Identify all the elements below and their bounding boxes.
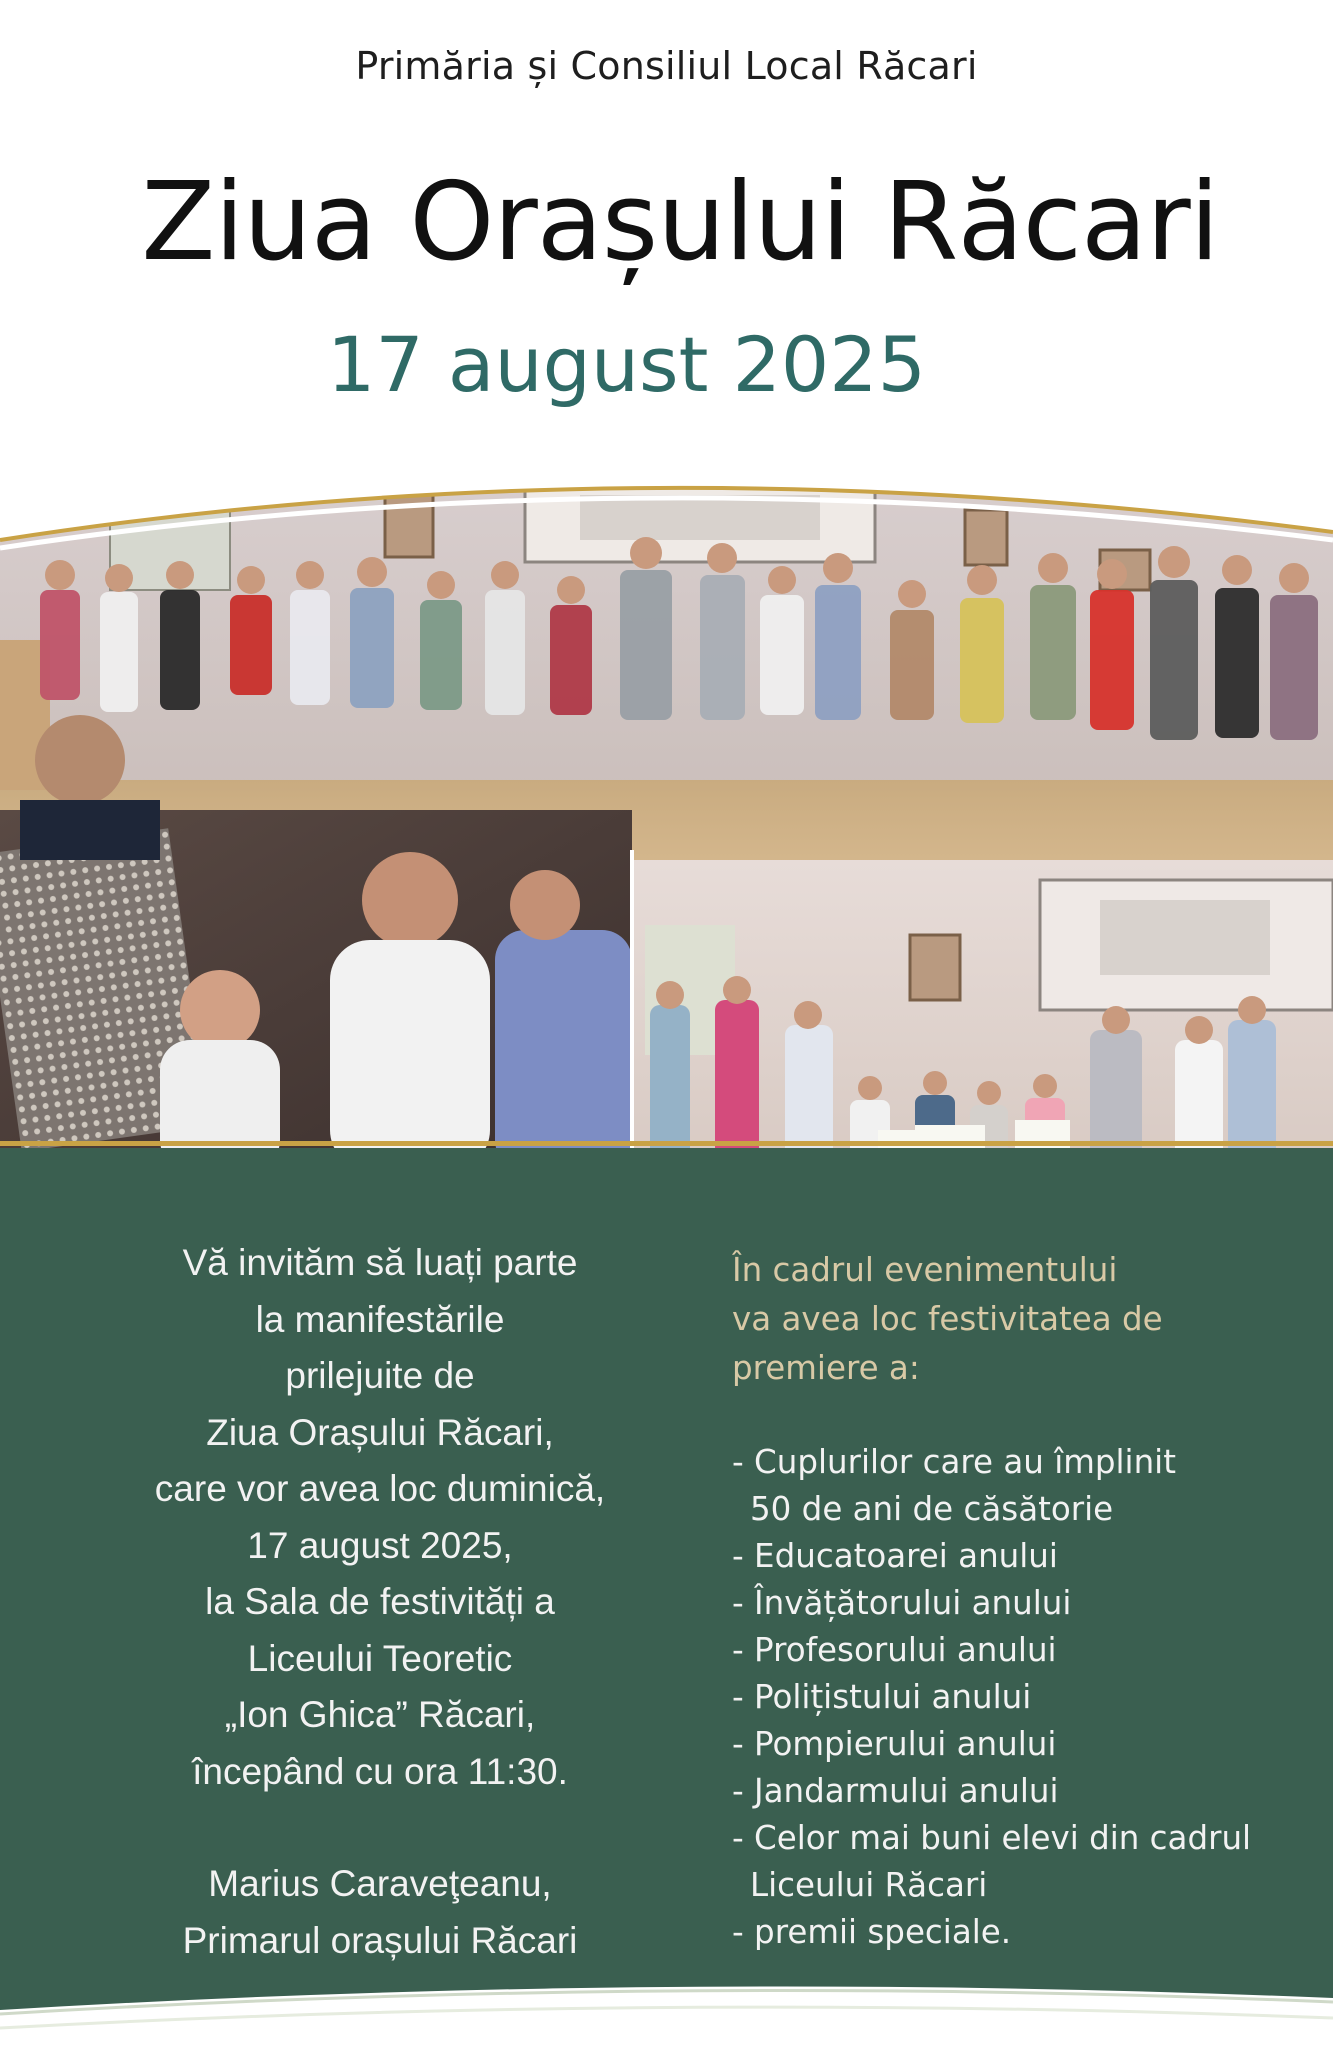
awards-intro-line: În cadrul evenimentului — [732, 1251, 1118, 1289]
awards-section — [732, 1246, 1312, 1956]
award-item-text: - Învățătorului anului — [732, 1584, 1072, 1622]
award-item — [732, 1674, 1312, 1721]
mayor-name: Marius Caraveţeanu, — [208, 1863, 552, 1904]
award-item-text: - Pompierului anului — [732, 1725, 1057, 1763]
award-item-text: - Profesorului anului — [732, 1631, 1057, 1669]
invitation-line: prilejuite de — [285, 1355, 475, 1396]
invitation-line: la manifestările — [255, 1298, 505, 1340]
invitation-line: Ziua Orașului Răcari, — [206, 1411, 554, 1453]
award-item — [732, 1533, 1312, 1580]
mayor-title: Primarul orașului Răcari — [182, 1919, 578, 1961]
invitation-line: Vă invităm să luați parte — [182, 1242, 578, 1283]
award-item-text: - Educatoarei anului — [732, 1537, 1058, 1575]
invitation-line: 17 august 2025, — [247, 1524, 513, 1566]
award-item — [732, 1721, 1312, 1768]
award-item — [732, 1815, 1312, 1909]
invitation-line: la Sala de festivități a — [205, 1581, 555, 1622]
award-item-text: - premii speciale. — [732, 1913, 1012, 1951]
award-item-text: - Jandarmului anului — [732, 1772, 1059, 1810]
event-title: Ziua Orașului Răcari — [141, 160, 1219, 285]
children-award-photo — [632, 860, 1333, 1160]
awards-intro — [732, 1246, 1312, 1393]
award-item-text: - Polițistului anului — [732, 1678, 1032, 1716]
award-item — [732, 1580, 1312, 1627]
gold-divider — [0, 1141, 1333, 1146]
event-date: 17 august 2025 — [327, 320, 926, 409]
invitation-line: „Ion Ghica” Răcari, — [224, 1694, 536, 1735]
invitation-text — [70, 1235, 690, 1969]
invitation-line: începând cu ora 11:30. — [192, 1750, 568, 1792]
invitation-line: care vor avea loc duminică, — [154, 1468, 606, 1509]
mayor-signature — [70, 1856, 690, 1969]
award-item — [732, 1439, 1312, 1533]
award-item-text: - Cuplurilor care au împlinit — [732, 1443, 1176, 1481]
award-item — [732, 1909, 1312, 1956]
award-item-text: - Celor mai buni elevi din cadrul — [732, 1819, 1252, 1857]
photo-collage — [0, 460, 1333, 1160]
award-item — [732, 1768, 1312, 1815]
award-item-continuation: Liceului Răcari — [750, 1866, 988, 1904]
awards-list — [732, 1439, 1312, 1956]
awards-intro-line: premiere a: — [732, 1349, 920, 1387]
award-item-continuation: 50 de ani de căsătorie — [750, 1490, 1114, 1528]
invitation-line: Liceului Teoretic — [247, 1637, 513, 1679]
organizer-heading: Primăria și Consiliul Local Răcari — [355, 44, 978, 88]
award-item — [732, 1627, 1312, 1674]
awards-intro-line: va avea loc festivitatea de — [732, 1300, 1163, 1338]
bottom-wave-decoration — [0, 1970, 1333, 2048]
